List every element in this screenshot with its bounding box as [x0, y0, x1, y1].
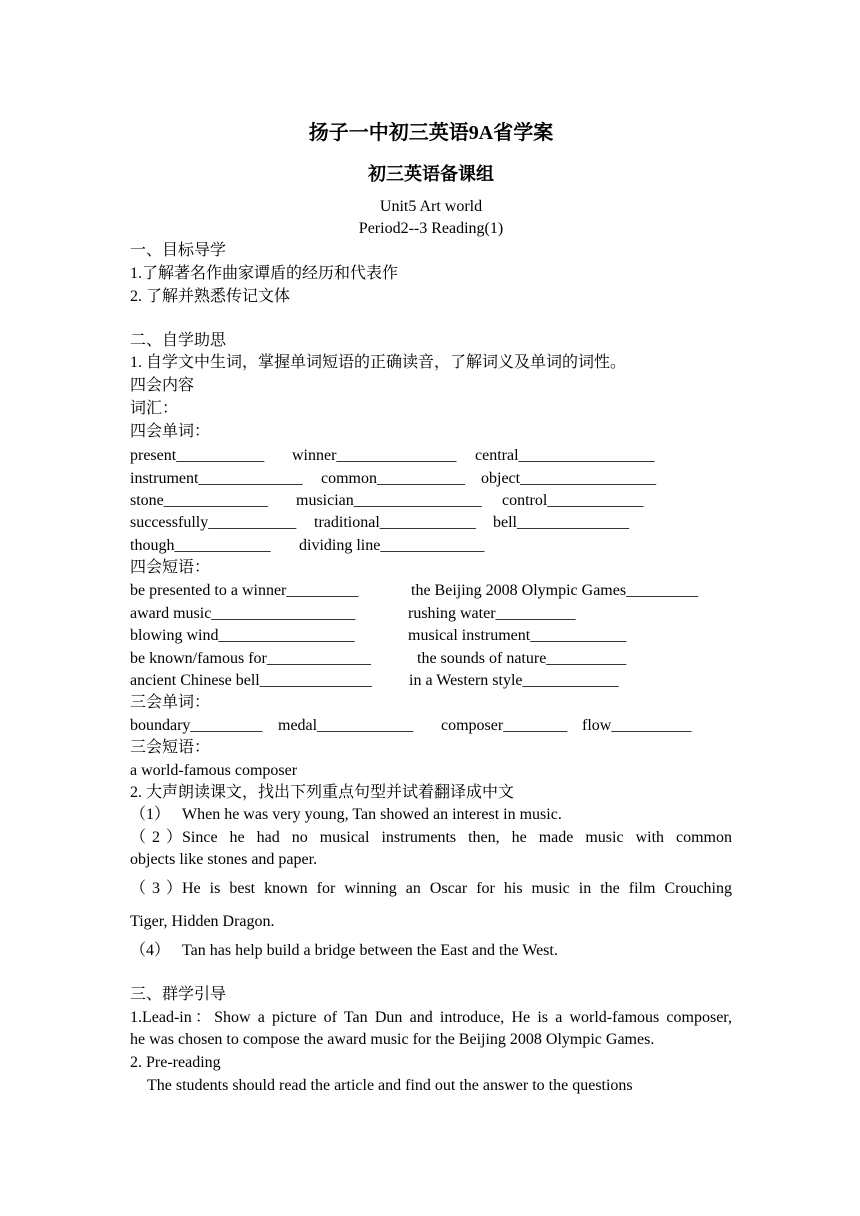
- three-words-row: [130, 716, 692, 736]
- goal-1: 1.了解著名作曲家谭盾的经历和代表作: [130, 265, 399, 282]
- lead-in-line-1: 1.Lead-in：Show a picture of Tan Dun and introduce, He is a world-famous composer,: [130, 1009, 732, 1026]
- word-winner: winner_______________: [292, 447, 457, 464]
- sentence-number: （2）: [130, 829, 182, 846]
- lead-in-line-2: he was chosen to compose the award music for the Beijing 2008 Olympic Games.: [130, 1031, 655, 1048]
- sentence-text: When he was very young, Tan showed an interest in music.: [182, 806, 562, 823]
- word-dividing-line: dividing line_____________: [299, 537, 485, 554]
- four-words-row: [130, 513, 629, 533]
- four-phrases-label: 四会短语：: [130, 559, 211, 576]
- section1-heading: 一、目标导学: [130, 242, 227, 259]
- section2-heading: 二、自学助思: [130, 332, 227, 349]
- word-bell: bell______________: [493, 514, 629, 531]
- pre-reading-heading: 2. Pre-reading: [130, 1054, 221, 1071]
- pre-reading-text: The students should read the article and find out the answer to the questions: [147, 1077, 633, 1094]
- task1: 1. 自学文中生词，掌握单词短语的正确读音，了解词义及单词的词性。: [130, 354, 627, 371]
- task2: 2. 大声朗读课文，找出下列重点句型并试着翻译成中文: [130, 784, 515, 801]
- word-traditional: traditional____________: [314, 514, 476, 531]
- sentence-text: He is best known for winning an Oscar for his music in the film Crouching: [182, 880, 732, 897]
- word-central: central_________________: [475, 447, 655, 464]
- sentence-2-cont: objects like stones and paper.: [130, 851, 318, 868]
- phrase-blowing-wind: blowing wind_________________: [130, 627, 355, 644]
- phrase-ancient-bell: ancient Chinese bell______________: [130, 672, 372, 689]
- sentence-3: [130, 879, 732, 899]
- period-line: Period2--3 Reading(1): [358, 220, 504, 237]
- phrase-known-for: be known/famous for_____________: [130, 650, 371, 667]
- four-words-row: [130, 446, 655, 466]
- four-phrases-row: [130, 649, 627, 669]
- sentence-number: （4）: [130, 942, 171, 959]
- phrase-olympic: the Beijing 2008 Olympic Games_________: [411, 582, 699, 599]
- three-words-label: 三会单词：: [130, 694, 211, 711]
- phrase-western-style: in a Western style____________: [409, 672, 619, 689]
- vocab-label: 词汇：: [130, 400, 179, 417]
- sentence-number: （1）: [130, 806, 171, 823]
- sentence-number: （3）: [130, 880, 182, 897]
- four-phrases-row: [130, 671, 619, 691]
- four-words-row: [130, 491, 644, 511]
- four-phrases-row: [130, 626, 627, 646]
- word-successfully: successfully___________: [130, 514, 297, 531]
- unit-line: Unit5 Art world: [379, 198, 483, 215]
- phrase-rushing-water: rushing water__________: [408, 605, 576, 622]
- sentence-2: [130, 828, 732, 848]
- four-words-row: [130, 536, 485, 556]
- sentence-1: [130, 805, 562, 825]
- four-words-label: 四会单词：: [130, 423, 211, 440]
- word-boundary: boundary_________: [130, 717, 263, 734]
- word-instrument: instrument_____________: [130, 470, 303, 487]
- sentence-3-cont: Tiger, Hidden Dragon.: [130, 913, 275, 930]
- word-object: object_________________: [481, 470, 657, 487]
- sentence-4: [130, 941, 558, 961]
- three-phrase: a world-famous composer: [130, 762, 298, 779]
- three-phrases-label: 三会短语：: [130, 739, 211, 756]
- four-skills-label: 四会内容: [130, 377, 195, 394]
- word-common: common___________: [321, 470, 465, 487]
- word-medal: medal____________: [278, 717, 414, 734]
- word-musician: musician________________: [296, 492, 482, 509]
- word-stone: stone_____________: [130, 492, 268, 509]
- phrase-musical-instrument: musical instrument____________: [408, 627, 627, 644]
- four-words-row: [130, 469, 657, 489]
- word-composer: composer________: [441, 717, 568, 734]
- word-though: though____________: [130, 537, 271, 554]
- phrase-sounds-of-nature: the sounds of nature__________: [417, 650, 627, 667]
- four-phrases-row: [130, 604, 576, 624]
- four-phrases-row: [130, 581, 699, 601]
- page-title: 扬子一中初三英语9A省学案: [308, 122, 554, 144]
- page-subtitle: 初三英语备课组: [368, 164, 494, 184]
- section3-heading: 三、群学引导: [130, 986, 227, 1003]
- phrase-presented: be presented to a winner_________: [130, 582, 359, 599]
- word-flow: flow__________: [582, 717, 692, 734]
- word-control: control____________: [502, 492, 644, 509]
- sentence-text: Tan has help build a bridge between the East and the West.: [182, 942, 558, 959]
- phrase-award-music: award music__________________: [130, 605, 356, 622]
- sentence-text: Since he had no musical instruments then, he made music with common: [182, 829, 732, 846]
- word-present: present___________: [130, 447, 265, 464]
- goal-2: 2. 了解并熟悉传记文体: [130, 288, 291, 305]
